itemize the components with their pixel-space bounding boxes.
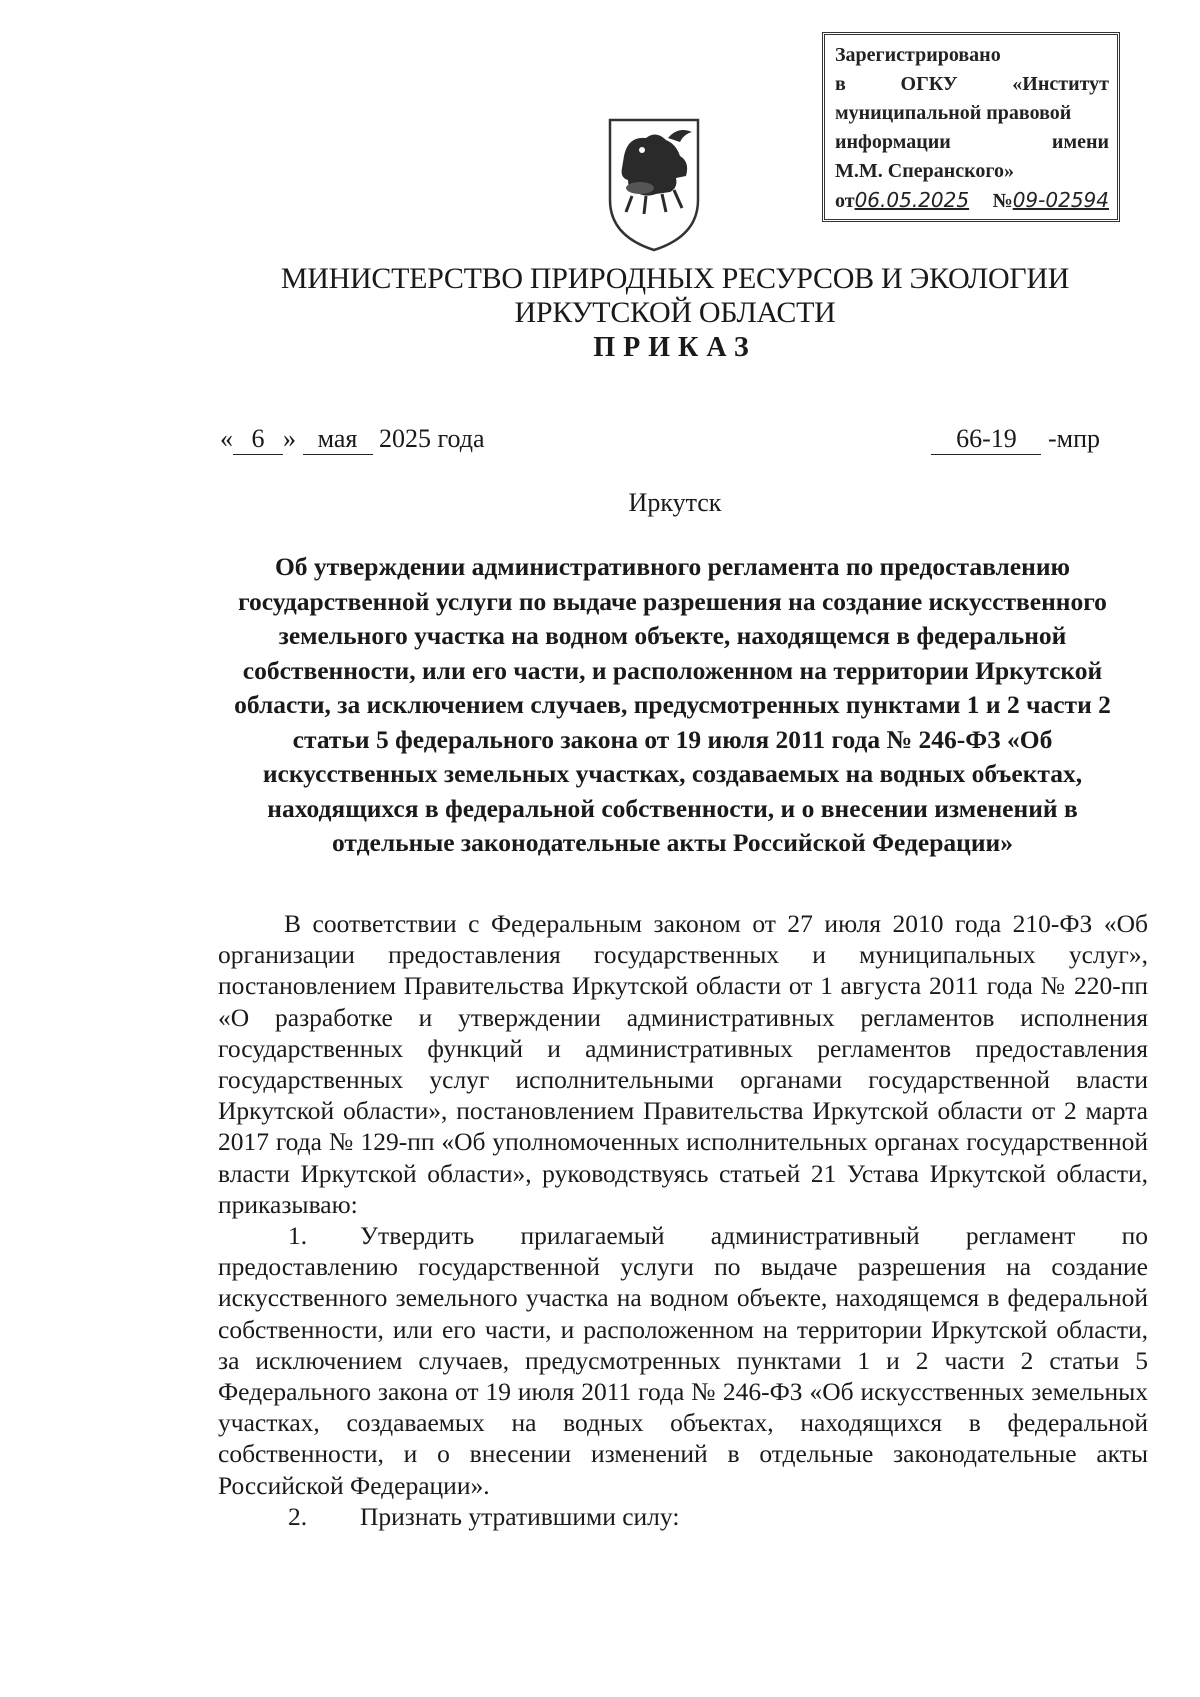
- coat-of-arms-icon: [606, 116, 702, 254]
- stamp-date-prefix: от: [835, 190, 855, 212]
- stamp-line: Зарегистрировано: [835, 44, 1001, 66]
- order-number-suffix: -мпр: [1047, 424, 1100, 453]
- document-type: ПРИКАЗ: [593, 332, 757, 363]
- list-item: [218, 1501, 1148, 1532]
- date-number-line: [220, 424, 1100, 460]
- preamble-paragraph: В соответствии с Федеральным законом от 27 июля 2010 года 210-ФЗ «Об организации предоставления государственных и муниципальных услуг», постановлением Правительства Иркутской области от 1 августа 2011 года № 220-пп «О разработке и утверждении административных регламентов исполнения государственных функций и административных регламентов предоставления государственных услуг исполнительными органами государственной власти Иркутской области», постановлением Правительства Иркутской области от 2 марта 2017 года № 129-пп «Об уполномоченных исполнительных органах государственной власти Иркутской области», руководствуясь статьей 21 Устава Иркутской области, приказываю:: [218, 909, 1148, 1219]
- document-body: [218, 908, 1148, 1532]
- stamp-line: М.М. Сперанского»: [835, 160, 1014, 182]
- stamp-line: имени: [1051, 131, 1109, 153]
- ministry-line: МИНИСТЕРСТВО ПРИРОДНЫХ РЕСУРСОВ И ЭКОЛОГИИ: [280, 262, 1070, 295]
- registration-stamp: [822, 32, 1120, 222]
- order-number: 66-19: [931, 424, 1041, 455]
- date-open-quote: «: [220, 424, 233, 453]
- date-month: мая: [303, 424, 373, 455]
- date-day: 6: [233, 424, 283, 455]
- stamp-number: 09-02594: [1012, 188, 1109, 212]
- ministry-name: [0, 262, 1200, 330]
- date-year: 2025 года: [379, 424, 485, 453]
- stamp-line: «Институт: [1012, 73, 1109, 95]
- stamp-line: муниципальной правовой: [835, 102, 1072, 124]
- stamp-line: в: [835, 73, 846, 95]
- stamp-date: 06.05.2025: [854, 188, 970, 212]
- stamp-line: ОГКУ: [900, 73, 958, 95]
- stamp-line: информации: [835, 131, 951, 153]
- item-text: Признать утратившими силу:: [360, 1501, 680, 1531]
- item-number: 1.: [288, 1221, 308, 1251]
- date-close-quote: »: [283, 424, 296, 453]
- ministry-line: ИРКУТСКОЙ ОБЛАСТИ: [514, 296, 836, 329]
- item-text: Утвердить прилагаемый административный регламент по предоставлению государственной услуги по выдаче разрешения на создание искусственного земельного участка на водном объекте, находящемся в федеральной собственности, или его части, и расположенном на территории Иркутской области, за исключением случаев, предусмотренных пунктами 1 и 2 части 2 статьи 5 Федерального закона от 19 июля 2011 года № 246-ФЗ «Об искусственных земельных участках, создаваемых на водных объектах, находящихся в федеральной собственности, и о внесении изменений в отдельные законодательные акты Российской Федерации».: [218, 1221, 1148, 1500]
- stamp-number-prefix: №: [992, 190, 1013, 212]
- document-title: Об утверждении административного регламента по предоставлению государственной услуги по выдаче разрешения на создание искусственного земельного участка на водном объекте, находящемся в федеральной собственности, или его части, и расположенном на территории Иркутской области, за исключением случаев, предусмотренных пунктами 1 и 2 части 2 статьи 5 федерального закона от 19 июля 2011 года № 246-ФЗ «Об искусственных земельных участках, создаваемых на водных объектах, находящихся в федеральной собственности, и о внесении изменений в отдельные законодательные акты Российской Федерации»: [234, 552, 1111, 857]
- item-number: 2.: [288, 1501, 308, 1531]
- city: Иркутск: [628, 488, 722, 517]
- list-item: [218, 1220, 1148, 1501]
